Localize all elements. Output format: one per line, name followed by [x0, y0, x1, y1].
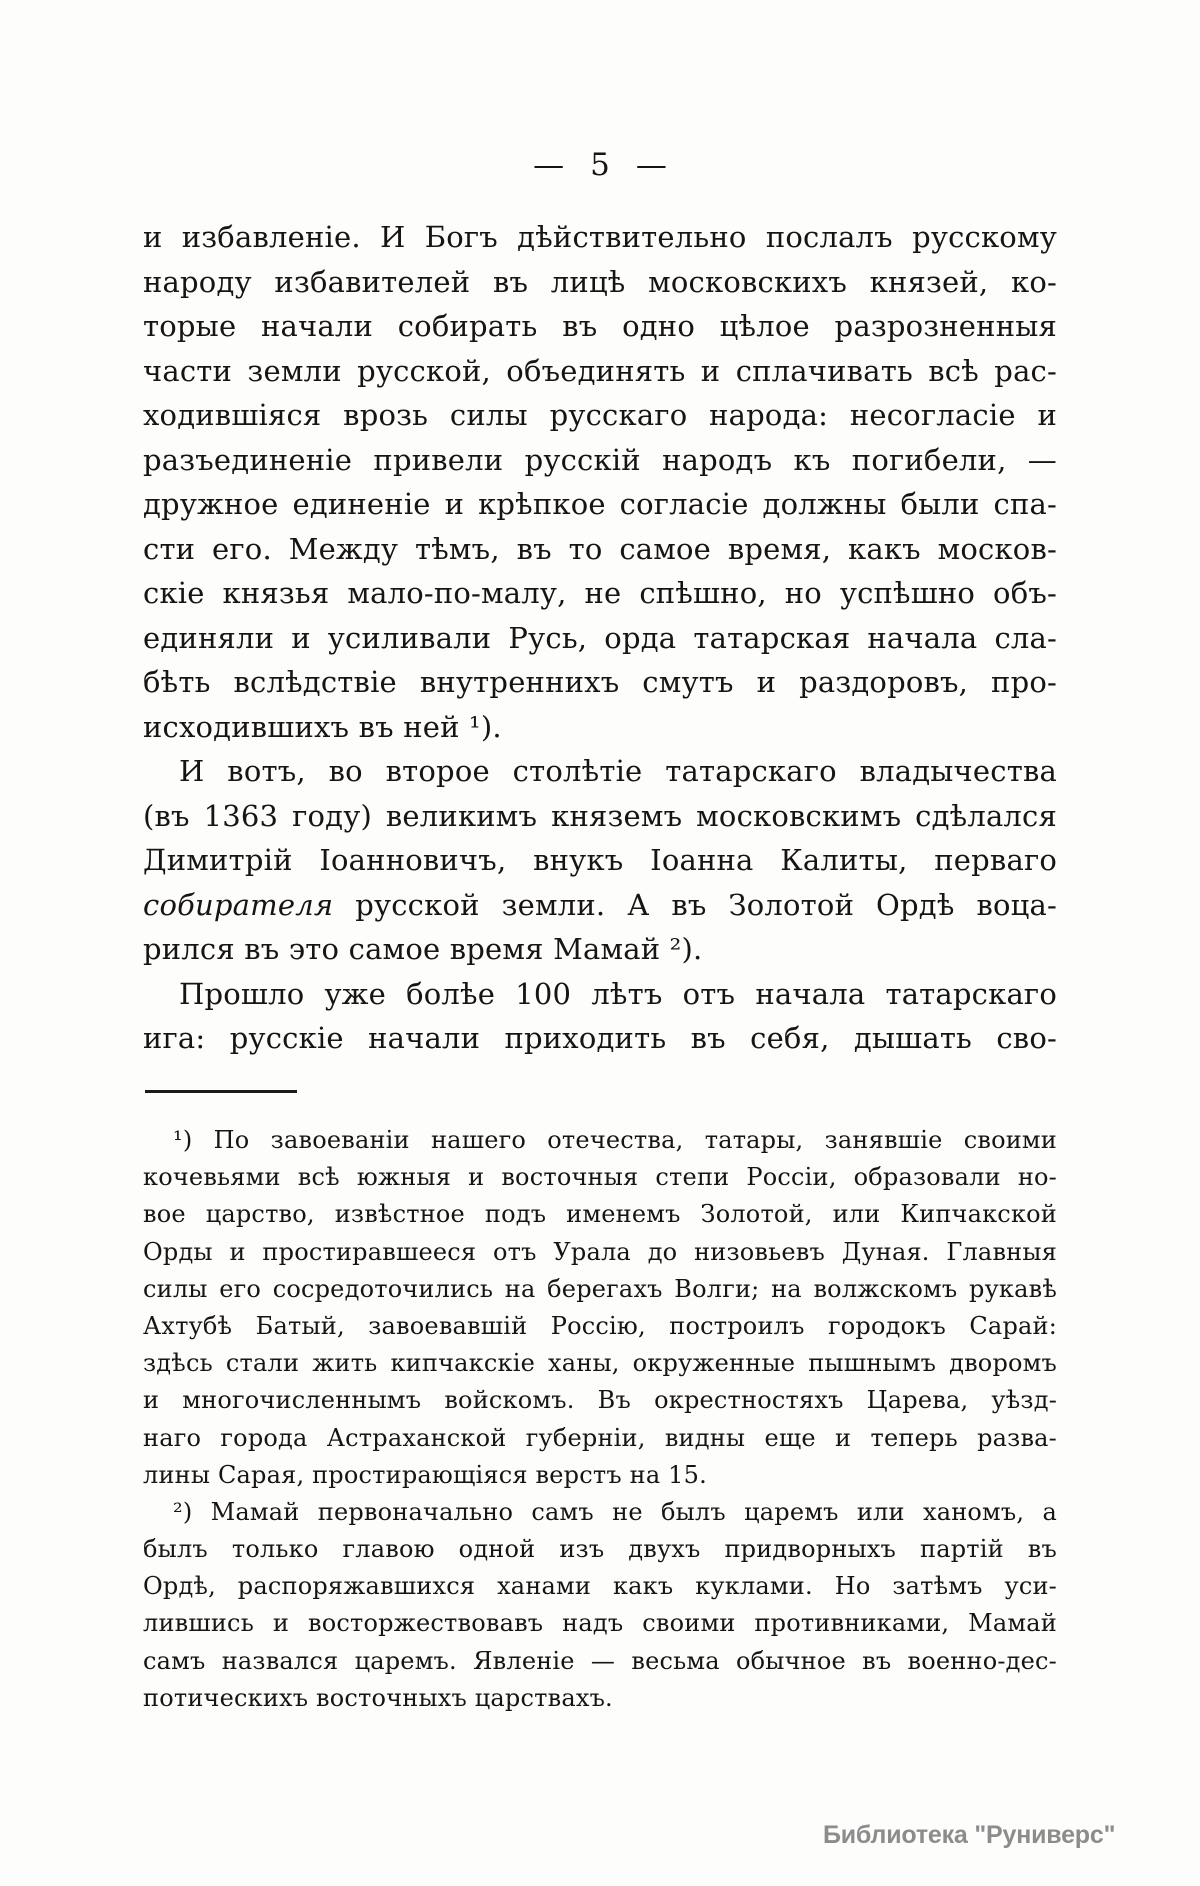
footnotes-block — [143, 1122, 1057, 1717]
footnote-line: Ордѣ, распоряжавшихся ханами какъ куклами. Но затѣмъ уси- — [143, 1572, 1057, 1601]
library-watermark: Библиотека "Руниверс" — [823, 1821, 1116, 1849]
text-line: народу избавителей въ лицѣ московскихъ князей, ко- — [143, 264, 1057, 299]
page-number-dash-right: — — [635, 147, 667, 183]
text-line: ходившіяся врозь силы русскаго народа: несогласіе и — [143, 398, 1057, 432]
text-line: торые начали собирать въ одно цѣлое разрозненныя — [143, 309, 1057, 343]
main-text-block — [143, 215, 1057, 1061]
text-line — [143, 883, 1057, 928]
text-line: и избавленіе. И Богъ дѣйствительно послалъ русскому — [143, 220, 1057, 254]
footnote-separator-rule — [145, 1090, 297, 1093]
page-number-dash-left: — — [533, 147, 565, 183]
text-line: сти его. Между тѣмъ, въ то самое время, какъ москов- — [143, 531, 1057, 566]
text-line-paragraph-end: рился въ это самое время Мамай ²). — [143, 932, 703, 966]
footnote-line: кочевьями всѣ южныя и восточныя степи Россіи, образовали но- — [143, 1163, 1057, 1192]
text-line: ига: русскіе начали приходить въ себя, дышать сво- — [143, 1021, 1057, 1055]
footnote-line: Ахтубѣ Батый, завоевавшій Россію, построилъ городокъ Сарай: — [143, 1311, 1057, 1340]
text-line: дружное единеніе и крѣпкое согласіе должны были спа- — [143, 487, 1057, 521]
footnote-line: и многочисленнымъ войскомъ. Въ окрестностяхъ Царева, уѣзд- — [143, 1386, 1057, 1415]
text-line-paragraph-end: исходившихъ въ ней ¹). — [143, 709, 502, 744]
text-line-paragraph-start: И вотъ, во второе столѣтіе татарскаго владычества — [179, 754, 1057, 788]
footnote-line-end: потическихъ восточныхъ царствахъ. — [143, 1683, 613, 1712]
footnote-line: вое царство, извѣстное подъ именемъ Золотой, или Кипчакской — [143, 1200, 1057, 1229]
footnote-line-start: ¹) По завоеваніи нашего отечества, татары, занявшіе своими — [173, 1126, 1057, 1154]
footnote-line-start: ²) Мамай первоначально самъ не былъ царемъ или ханомъ, а — [173, 1497, 1057, 1526]
footnote-line: Орды и простиравшееся отъ Урала до низовьевъ Дуная. Главныя — [143, 1237, 1057, 1266]
text-line: бѣть вслѣдствіе внутреннихъ смутъ и раздоровъ, про- — [143, 665, 1057, 699]
italic-word: собирателя — [143, 887, 334, 922]
text-line: скіе князья мало-по-малу, не спѣшно, но успѣшно объ- — [143, 576, 1057, 610]
footnote-line-end: лины Сарая, простирающіяся верстъ на 15. — [143, 1460, 707, 1489]
footnote-line: самъ назвался царемъ. Явленіе — весьма обычное въ военно-дес- — [143, 1646, 1057, 1675]
page-number — [0, 148, 1200, 182]
footnote-line: силы его сосредоточились на берегахъ Волги; на волжскомъ рукавѣ — [143, 1274, 1057, 1303]
text-line: части земли русской, объединять и сплачивать всѣ рас- — [143, 353, 1057, 388]
footnote-line: лившись и восторжествовавъ надъ своими противниками, Мамай — [143, 1609, 1057, 1638]
text-line-rest: русской земли. А въ Золотой Ордѣ воца- — [355, 887, 1057, 922]
text-line: единяли и усиливали Русь, орда татарская начала сла- — [143, 620, 1057, 655]
text-line: разъединеніе привели русскій народъ къ погибели, — — [143, 442, 1057, 477]
footnote-line: былъ только главою одной изъ двухъ придворныхъ партій въ — [143, 1535, 1057, 1564]
text-line: Димитрій Іоанновичъ, внукъ Іоанна Калиты, перваго — [143, 843, 1057, 877]
footnote-line: здѣсь стали жить кипчакскіе ханы, окруженные пышнымъ дворомъ — [143, 1349, 1057, 1378]
text-line: (въ 1363 году) великимъ княземъ московскимъ сдѣлался — [143, 798, 1057, 833]
text-line-paragraph-start: Прошло уже болѣе 100 лѣтъ отъ начала татарскаго — [179, 976, 1057, 1011]
page-number-value: 5 — [590, 147, 610, 183]
footnote-line: наго города Астраханской губерніи, видны еще и теперь разва- — [143, 1423, 1057, 1452]
